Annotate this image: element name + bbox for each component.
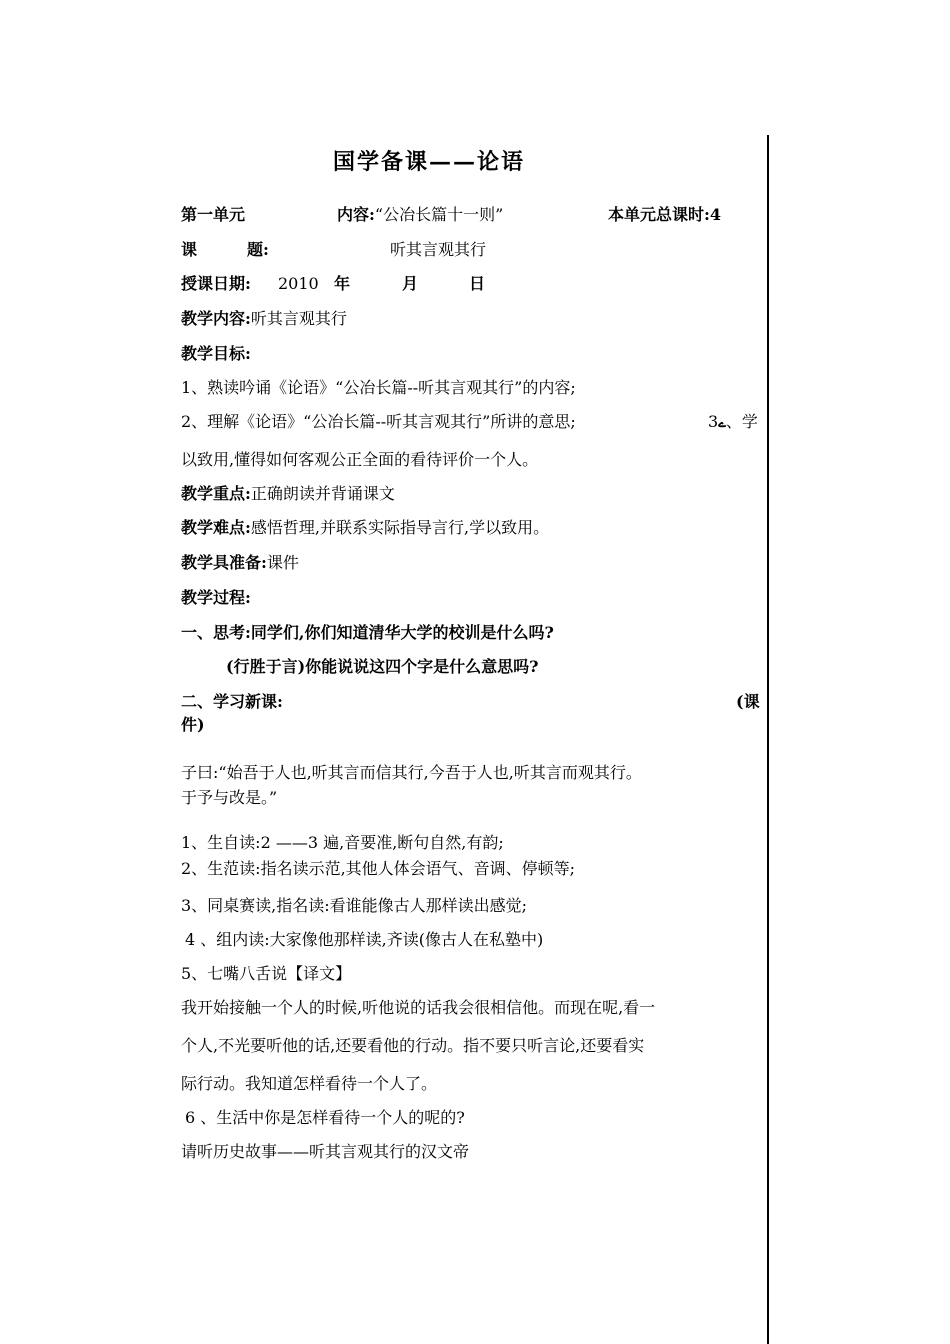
page-title: 国学备课——论语: [333, 149, 526, 175]
step-5: 5、七嘴八舌说【译文】: [181, 964, 352, 983]
topic-label-1: 课: [181, 240, 198, 259]
teaching-content-label: 教学内容:: [181, 309, 251, 328]
difficulty-label: 教学难点:: [181, 518, 251, 537]
section-2-note-a: (课: [736, 692, 760, 711]
translation-line-2: 个人,不光要听他的话,还要看他的行动。指不要只听言论,还要看实: [181, 1036, 645, 1055]
key-point-label: 教学重点:: [181, 484, 251, 503]
goal-1: 1、熟读吟诵《论语》“公冶长篇--听其言观其行”的内容;: [181, 378, 576, 397]
goal-3-continued: 以致用,懂得如何客观公正全面的看待评价一个人。: [181, 450, 539, 469]
preparation: [181, 552, 299, 574]
translation-line-3: 际行动。我知道怎样看待一个人了。: [181, 1074, 438, 1093]
prep-value: 课件: [266, 553, 299, 572]
section-2-note-b: 件): [181, 715, 205, 734]
goal-2: 2、理解《论语》“公冶长篇--听其言观其行”所讲的意思;: [181, 412, 576, 431]
difficulty-value: 感悟哲理,并联系实际指导言行,学以致用。: [250, 518, 550, 537]
goal-3-text: 、学: [725, 412, 758, 431]
step-3: 3、同桌赛读,指名读:看谁能像古人那样读出感觉;: [181, 896, 528, 915]
content-label: 内容:: [337, 205, 375, 224]
step-1: 1、生自读:2 ——3 遍,音要准,断句自然,有韵;: [181, 833, 504, 852]
date-month-unit: 月: [402, 274, 419, 293]
key-point: [181, 483, 395, 505]
story-line: 请听历史故事——听其言观其行的汉文帝: [181, 1142, 470, 1161]
teaching-content: [181, 308, 347, 330]
step-2: 2、生范读:指名读示范,其他人体会语气、音调、停顿等;: [181, 859, 576, 878]
quote-line-1: 子曰:“始吾于人也,听其言而信其行,今吾于人也,听其言而观其行。: [181, 763, 642, 782]
date-year: 2010: [278, 274, 319, 293]
goal-3: [708, 411, 758, 435]
quote-line-2: 于予与改是。”: [181, 788, 278, 807]
date-year-unit: 年: [334, 274, 351, 293]
key-point-value: 正确朗读并背诵课文: [250, 484, 395, 503]
section-1-followup: (行胜于言)你能说说这四个字是什么意思吗?: [226, 657, 539, 676]
translation-line-1: 我开始接触一个人的时候,听他说的话我会很相信他。而现在呢,看一: [181, 998, 656, 1017]
hours-value: 4: [709, 205, 722, 224]
teaching-content-value: 听其言观其行: [250, 309, 347, 328]
section-2-label: 二、学习新课:: [181, 692, 283, 711]
step-6: 6 、生活中你是怎样看待一个人的呢的?: [185, 1108, 465, 1127]
difficulty: [181, 517, 549, 539]
topic-label-2: 题:: [247, 240, 269, 259]
goal-3-number: 3: [708, 412, 719, 431]
total-hours-field: [608, 204, 721, 226]
date-label: 授课日期:: [181, 274, 251, 293]
date-day-unit: 日: [469, 274, 486, 293]
goals-label: 教学目标:: [181, 344, 251, 363]
process-label: 教学过程:: [181, 588, 251, 607]
content-field: [337, 204, 503, 226]
unit-label: 第一单元: [181, 205, 246, 224]
section-1-question: 一、思考:同学们,你们知道清华大学的校训是什么吗?: [181, 623, 554, 642]
vertical-rule: [767, 135, 769, 1344]
topic-value: 听其言观其行: [390, 240, 487, 259]
content-value: “公冶长篇十一则”: [374, 205, 504, 224]
hours-label: 本单元总课时:: [608, 205, 710, 224]
step-4: 4 、组内读:大家像他那样读,齐读(像古人在私塾中): [185, 930, 544, 949]
goal-3-glyph: ے: [718, 416, 726, 431]
prep-label: 教学具准备:: [181, 553, 267, 572]
